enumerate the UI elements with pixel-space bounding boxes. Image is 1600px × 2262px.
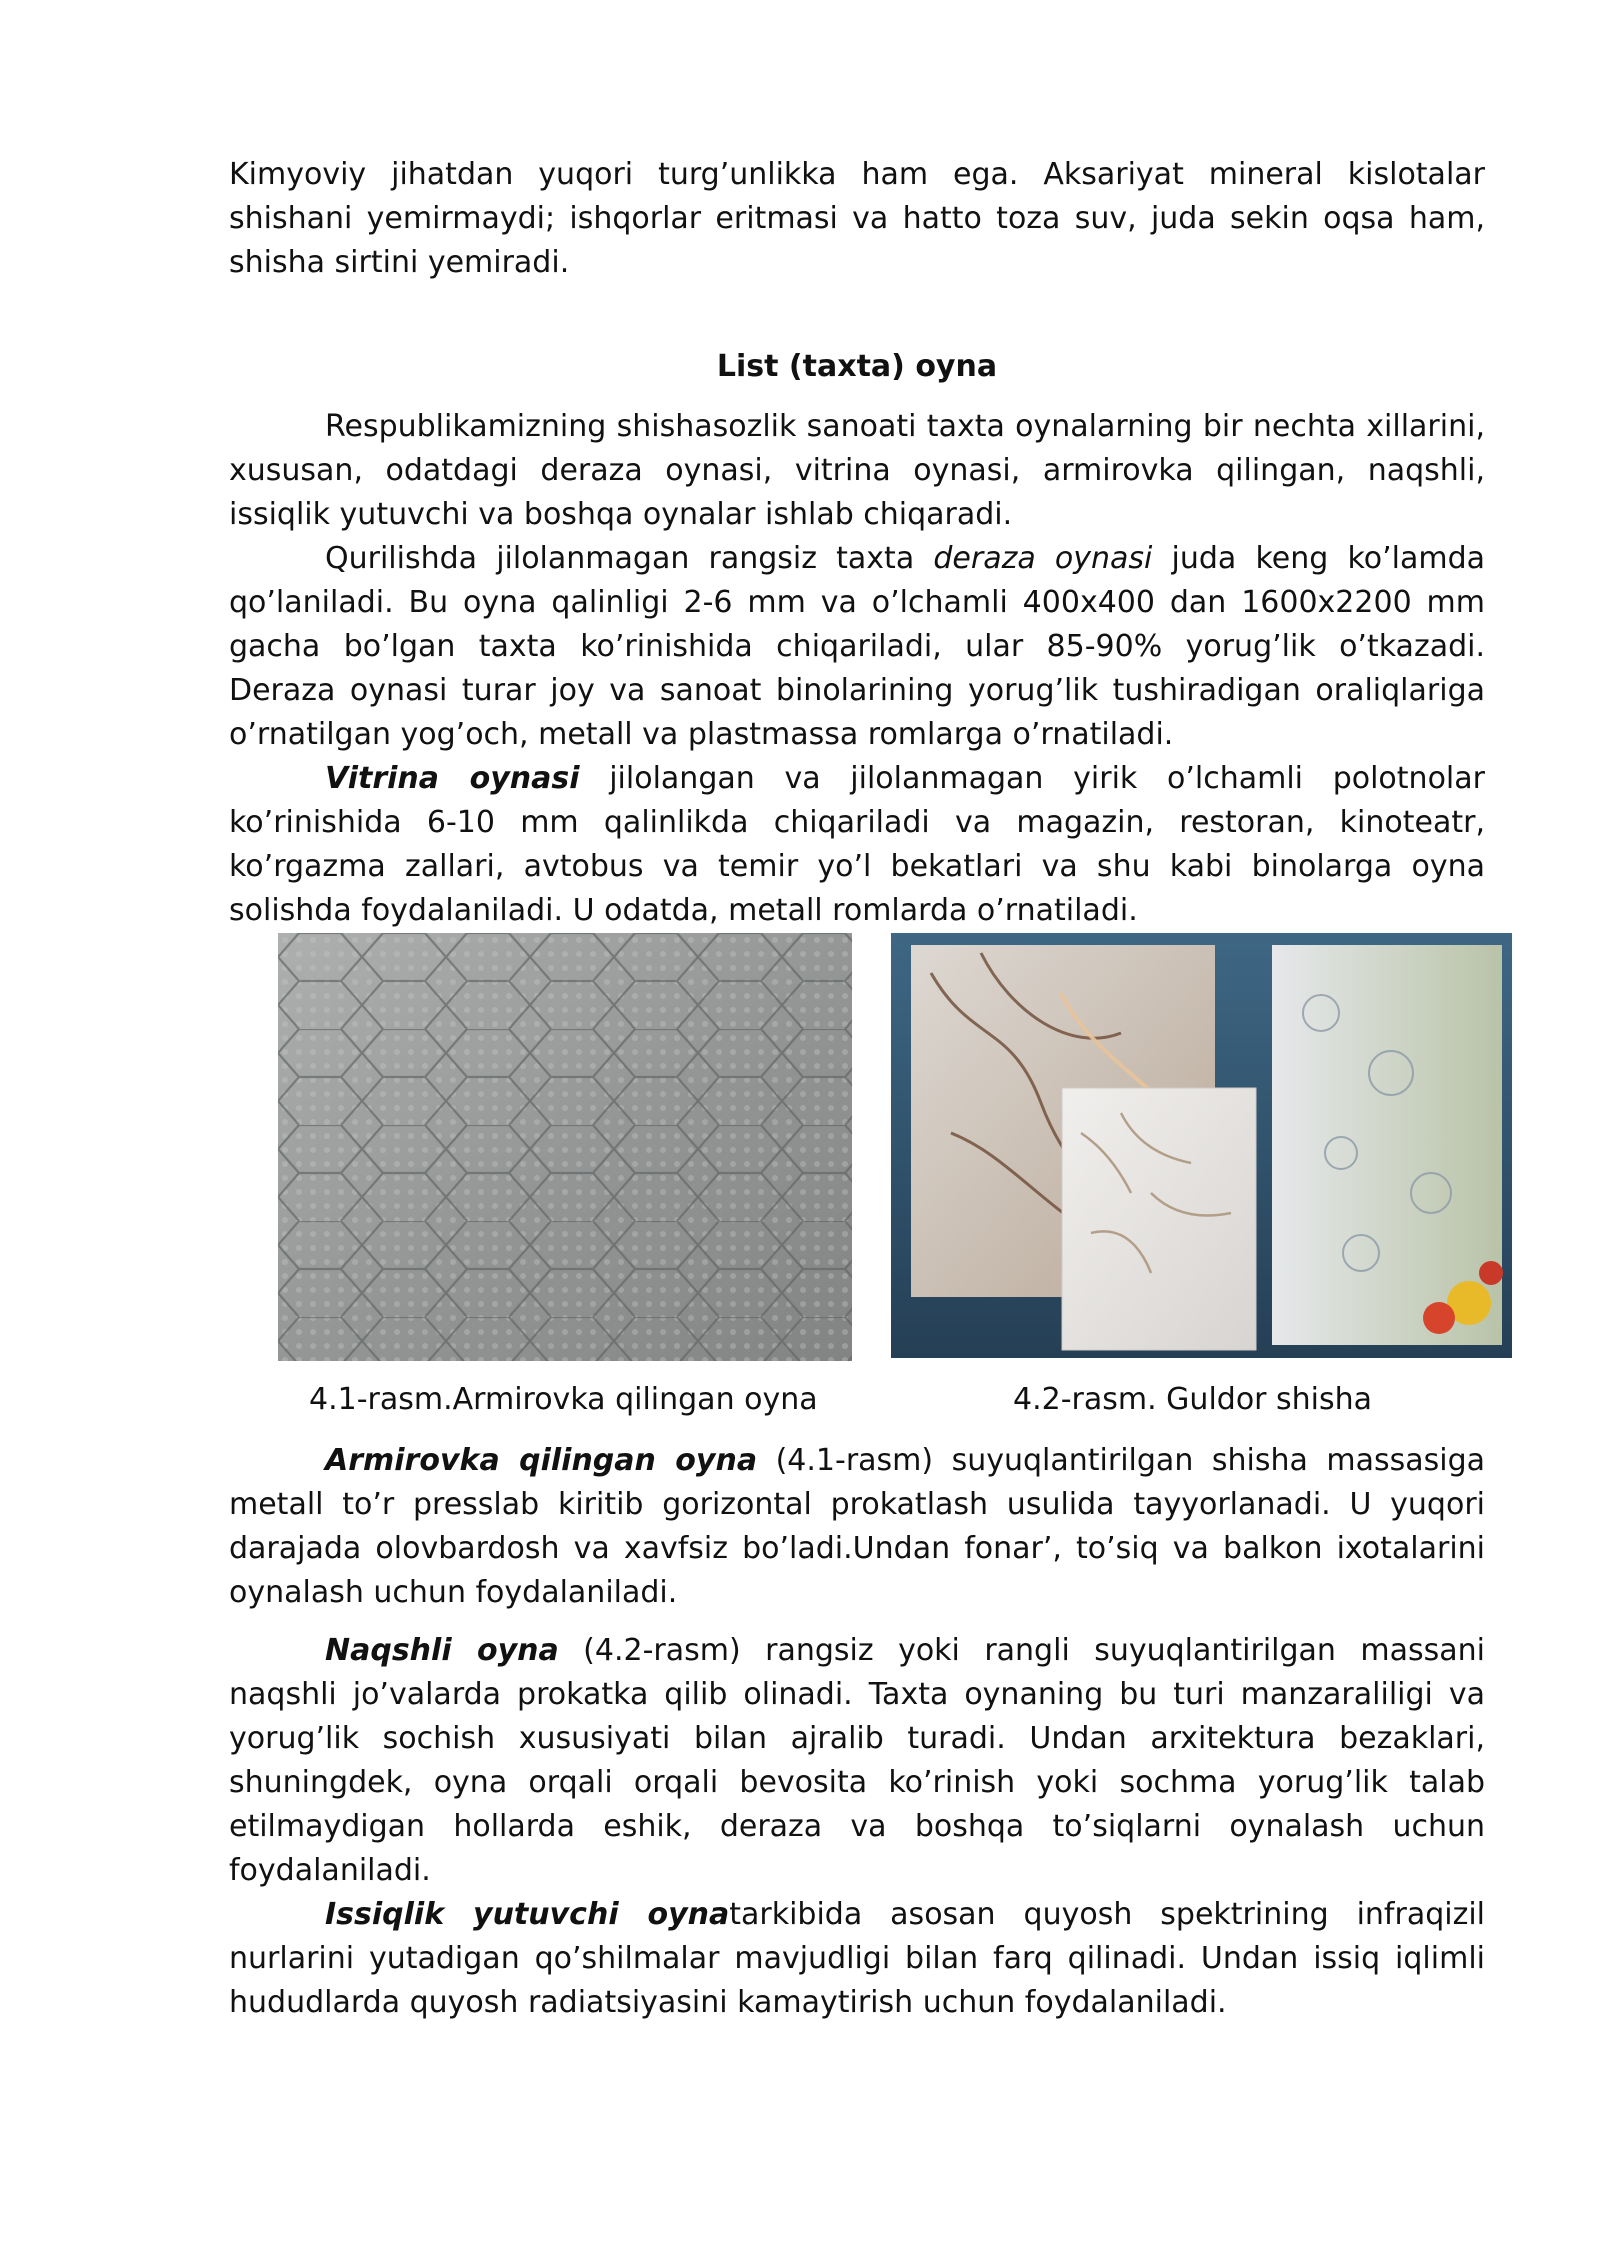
paragraph-heat-absorbing xyxy=(229,1893,1485,2025)
paragraph-intro xyxy=(229,153,1485,285)
armored-term: Armirovka qilingan oyna xyxy=(325,1443,758,1478)
paragraph-republic: Respublikamizning shishasozlik sanoati taxta oynalarning bir nechta xillarini, xususan, odatdagi deraza oynasi, vitrina oynasi, armirovka qilingan, naqshli, issiqlik yutuvchi va boshqa oynalar ishlab chiqaradi. xyxy=(229,409,1485,532)
deraza-text-b: juda keng ko’lamda qo’laniladi. Bu oyna qalinligi 2-6 mm va o’lchamli 400x400 dan 1600x2200 mm gacha bo’lgan taxta ko’rinishida chiqariladi, ular 85-90% yorug’lik o’tkazadi. Deraza oynasi turar joy va sanoat binolarining yorug’lik tushiradigan oraliqlariga o’rnatilgan yog’och, metall va plastmassa romlarga o’rnatiladi. xyxy=(229,541,1486,752)
body-text-top xyxy=(229,405,1485,933)
heat-absorbing-text: tarkibida asosan quyosh spektrining infraqizil nurlarini yutadigan qo’shilmalar mavjudligi bilan farq qilinadi. Undan issiq iqlimli hududlarda quyosh radiatsiyasini kamaytirish uchun foydalaniladi. xyxy=(229,1897,1485,2020)
vitrina-term: Vitrina oynasi xyxy=(325,761,580,796)
deraza-text-a: Qurilishda jilolanmagan rangsiz taxta xyxy=(325,541,934,576)
deraza-term: deraza oynasi xyxy=(933,541,1153,576)
paragraph-patterned xyxy=(229,1629,1485,1893)
body-text-bottom xyxy=(229,1439,1485,2025)
paragraph-vitrina xyxy=(229,757,1485,933)
section-heading-block xyxy=(229,345,1485,389)
paragraph-deraza xyxy=(229,537,1485,757)
figure-patterned-glass-image xyxy=(891,933,1512,1358)
vitrina-text: jilolangan va jilolanmagan yirik o’lchamli polotnolar ko’rinishida 6-10 mm qalinlikda chiqariladi va magazin, restoran, kinoteatr, ko’rgazma zallari, avtobus va temir yo’l bekatlari va shu kabi binolarga oyna solishda foydalaniladi. U odatda, metall romlarda o’rnatiladi. xyxy=(229,761,1485,928)
patterned-term: Naqshli oyna xyxy=(325,1633,559,1668)
patterned-text: (4.2-rasm) rangsiz yoki rangli suyuqlantirilgan massani naqshli jo’valarda prokatka qilib olinadi. Taxta oynaning bu turi manzaraliligi va yorug’lik sochish xususiyati bilan ajralib turadi. Undan arxitektura bezaklari, shuningdek, oyna orqali orqali bevosita ko’rinish yoki sochma yorug’lik talab etilmaydigan hollarda eshik, deraza va boshqa to’siqlarni oynalash uchun foydalaniladi. xyxy=(229,1633,1485,1888)
armored-text: (4.1-rasm) suyuqlantirilgan shisha massasiga metall to’r presslab kiritib gorizontal prokatlash usulida tayyorlanadi. U yuqori darajada olovbardosh va xavfsiz bo’ladi.Undan fonar’, to’siq va balkon ixotalarini oynalash uchun foydalaniladi. xyxy=(229,1443,1485,1610)
intro-text: Kimyoviy jihatdan yuqori turg’unlikka ham ega. Aksariyat mineral kislotalar shishani yemirmaydi; ishqorlar eritmasi va hatto toza suv, juda sekin oqsa ham, shisha sirtini yemiradi. xyxy=(229,157,1485,280)
armored-glass-picture xyxy=(278,933,852,1361)
paragraph-armored xyxy=(229,1439,1485,1615)
figure-1-caption: 4.1-rasm.Armirovka qilingan oyna xyxy=(309,1382,818,1417)
heat-absorbing-term: Issiqlik yutuvchi oyna xyxy=(325,1897,730,1932)
figure-2-caption: 4.2-rasm. Guldor shisha xyxy=(1013,1382,1373,1417)
patterned-glass-picture xyxy=(891,933,1512,1358)
section-title: List (taxta) oyna xyxy=(716,349,998,384)
figure-armored-glass-image xyxy=(278,933,852,1361)
